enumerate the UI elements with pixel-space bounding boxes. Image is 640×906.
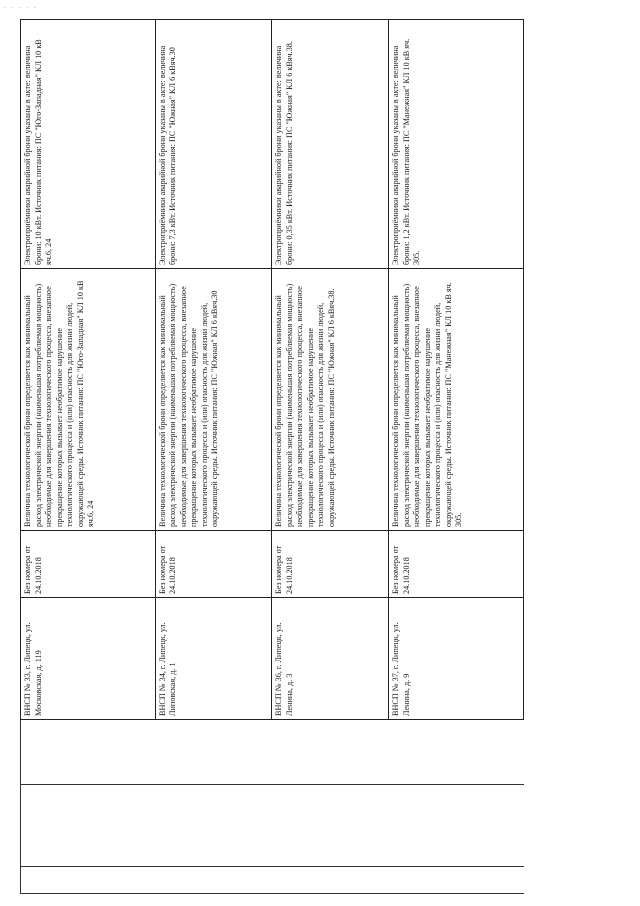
rotated-table-container [20, 38, 640, 720]
description-cell: Величина технологической брони определяется как минимальный расход электрической энергии (наименьшая потребляемая мощность) необходимые для завершения технологического процесса, внезапное прекращение которых вызывает необратимое нарушение технологического процесса и (или) опасность для жизни людей, окружающей среды. Источник питания: ПС "Манежная" КЛ 10 кВ яч. 305. [389, 269, 524, 531]
table-row [21, 20, 156, 720]
document-number-cell: Без номера от 24.10.2018 [155, 531, 272, 598]
address-cell: ВНСП № 37, г. Липецк, ул. Ленина, д. 9 [389, 598, 524, 720]
act-cell: Электроприёмники аварийной брони указаны в акте: величина брони: 10 кВт. Источник питания: ПС "Юго-Западная" КЛ 10 кВ яч.6, 24 [21, 20, 156, 269]
table-row [155, 20, 272, 720]
divider-line [20, 893, 524, 894]
act-cell: Электроприёмники аварийной брони указаны в акте: величина брони: 7,3 кВт. Источник питания: ПС "Южная" КЛ 6 кВяч.30 [155, 20, 272, 269]
corner-marks: . . . . . [4, 2, 38, 10]
act-cell: Электроприёмники аварийной брони указаны в акте: величина брони: 0,35 кВт. Источник питания: ПС "Южная" КЛ 6 кВяч.38. [272, 20, 389, 269]
divider-line [20, 866, 524, 867]
table-row [389, 20, 524, 720]
address-cell: ВНСП № 36, г. Липецк, ул. Ленина, д. 3 [272, 598, 389, 720]
records-table [20, 19, 524, 720]
description-cell: Величина технологической брони определяется как минимальный расход электрической энергии (наименьшая потребляемая мощность) необходимые для завершения технологического процесса, внезапное прекращение которых вызывает необратимое нарушение технологического процесса и (или) опасность для жизни людей, окружающей среды. Источник питания: ПС "Южная" КЛ 6 кВяч.30 [155, 269, 272, 531]
description-cell: Величина технологической брони определяется как минимальный расход электрической энергии (наименьшая потребляемая мощность) необходимые для завершения технологического процесса, внезапное прекращение которых вызывает необратимое нарушение технологического процесса и (или) опасность для жизни людей, окружающей среды. Источник питания: ПС "Юго-Западная" КЛ 10 кВ яч.6, 24 [21, 269, 156, 531]
address-cell: ВНСП № 33, г. Липецк, ул. Московская, д. 119 [21, 598, 156, 720]
divider-line [20, 720, 21, 893]
document-number-cell: Без номера от 24.10.2018 [272, 531, 389, 598]
address-cell: ВНСП № 34, г. Липецк, ул. Липовская, д. 1 [155, 598, 272, 720]
act-cell: Электроприёмники аварийной брони указаны в акте: величина брони: 1,2 кВт. Источник питания: ПС "Манежная" КЛ 10 кВ яч. 305. [389, 20, 524, 269]
document-number-cell: Без номера от 24.10.2018 [389, 531, 524, 598]
divider-line [20, 784, 524, 785]
description-cell: Величина технологической брони определяется как минимальный расход электрической энергии (наименьшая потребляемая мощность) необходимые для завершения технологического процесса, внезапное прекращение которых вызывает необратимое нарушение технологического процесса и (или) опасность для жизни людей, окружающей среды. Источник питания: ПС "Южная" КЛ 6 кВяч.38. [272, 269, 389, 531]
table-row [272, 20, 389, 720]
document-number-cell: Без номера от 24.10.2018 [21, 531, 156, 598]
